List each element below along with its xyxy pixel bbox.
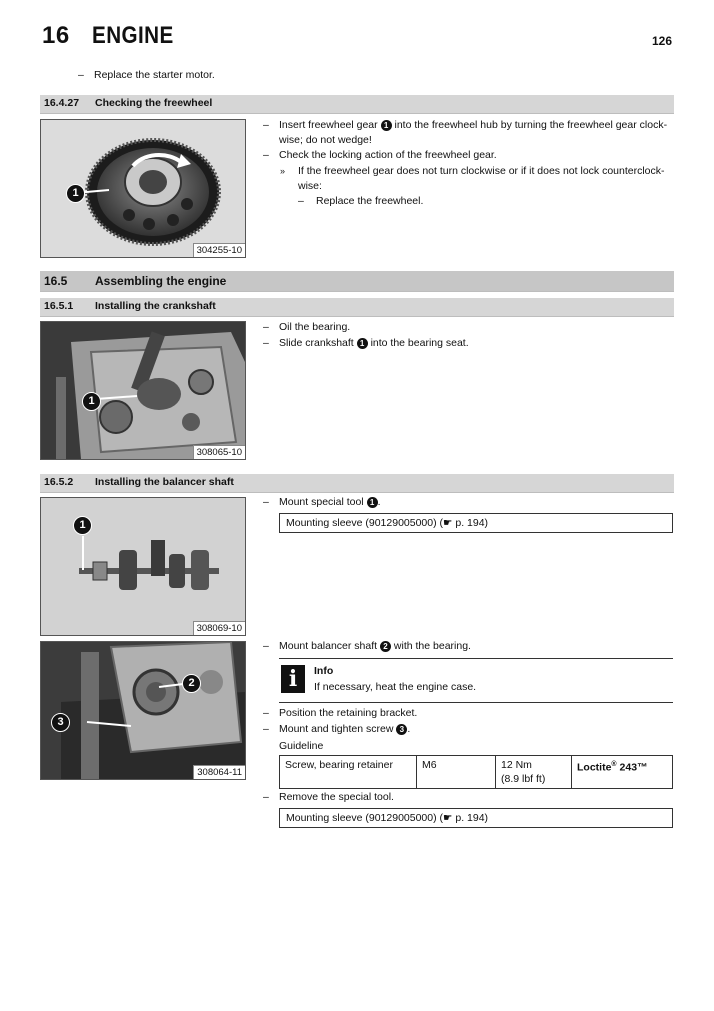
substep-replace-freewheel: – Replace the freewheel. <box>298 195 424 207</box>
ref-1: 1 <box>357 338 368 349</box>
step-mount-balancer-shaft: – Mount balancer shaft 2 with the bearing. <box>263 640 471 652</box>
step-check-locking: – Check the locking action of the freewheel gear. <box>263 149 497 161</box>
ref-1: 1 <box>367 497 378 508</box>
figure-label: 304255-10 <box>193 243 245 257</box>
step-slide-crankshaft: – Slide crankshaft 1 into the bearing seat. <box>263 337 469 349</box>
chapter-number: 16 <box>42 22 70 49</box>
ref-2: 2 <box>380 641 391 652</box>
tool-box-mounting-sleeve-2[interactable]: Mounting sleeve (90129005000) (☛ p. 194) <box>279 808 673 828</box>
info-icon: i <box>281 665 305 693</box>
spec-thread: M6 <box>417 756 496 789</box>
section-title: Checking the freewheel <box>95 97 213 109</box>
figure-freewheel <box>40 119 246 258</box>
section-title: Assembling the engine <box>95 274 227 288</box>
guideline-label: Guideline <box>279 740 324 752</box>
step-position-bracket: – Position the retaining bracket. <box>263 707 418 719</box>
intro-step-text: Replace the starter motor. <box>94 69 215 81</box>
section-title: Installing the balancer shaft <box>95 476 234 488</box>
figure-special-tool <box>40 497 246 636</box>
section-number: 16.4.27 <box>44 97 80 109</box>
table-row <box>280 756 673 789</box>
section-number: 16.5.2 <box>44 476 74 488</box>
ref-3: 3 <box>396 724 407 735</box>
intro-step <box>78 68 215 83</box>
figure-balancer-installed <box>40 641 246 780</box>
callout-2: 2 <box>182 674 201 693</box>
step-mount-special-tool: – Mount special tool 1 . <box>263 496 381 508</box>
callout-1: 1 <box>73 516 92 535</box>
spec-table <box>279 755 673 789</box>
engine-case-illustration <box>41 642 245 779</box>
callout-1: 1 <box>82 392 101 411</box>
spec-torque: 12 Nm (8.9 lbf ft) <box>496 756 572 789</box>
section-header-16-5 <box>40 271 674 292</box>
info-title: Info <box>314 665 334 677</box>
spec-compound: Loctite® 243™ <box>572 756 673 789</box>
section-header-16-5-1 <box>40 298 674 317</box>
step-mount-screw: – Mount and tighten screw 3 . <box>263 723 411 735</box>
tool-box-mounting-sleeve[interactable]: Mounting sleeve (90129005000) (☛ p. 194) <box>279 513 673 533</box>
section-header-16-5-2 <box>40 474 674 493</box>
step-oil-bearing: – Oil the bearing. <box>263 321 351 333</box>
info-text: If necessary, heat the engine case. <box>314 681 477 693</box>
step-dash: – <box>78 69 84 81</box>
crankshaft-illustration <box>41 322 245 459</box>
ref-1: 1 <box>381 120 392 131</box>
section-title: Installing the crankshaft <box>95 300 216 312</box>
callout-1: 1 <box>66 184 85 203</box>
step-insert-freewheel: – Insert freewheel gear 1 into the freewheel hub by turning the freewheel gear clock- wise; do not wedge! <box>263 119 668 146</box>
step-remove-tool: – Remove the special tool. <box>263 791 394 803</box>
figure-crankshaft <box>40 321 246 460</box>
figure-label: 308065-10 <box>193 445 245 459</box>
balancer-shaft-illustration <box>41 498 245 635</box>
condition-not-lock: » If the freewheel gear does not turn clockwise or if it does not lock counterclock- wise: <box>280 165 665 192</box>
callout-3: 3 <box>51 713 70 732</box>
figure-label: 308069-10 <box>193 621 245 635</box>
section-header-16-4-27 <box>40 95 674 114</box>
page-number: 126 <box>651 34 672 48</box>
section-number: 16.5 <box>44 274 68 288</box>
info-divider-bottom <box>279 702 673 703</box>
spec-part: Screw, bearing retainer <box>280 756 417 789</box>
section-number: 16.5.1 <box>44 300 74 312</box>
figure-label: 308064-11 <box>193 765 245 779</box>
info-divider-top <box>279 658 673 659</box>
chapter-title: ENGINE <box>92 22 174 49</box>
